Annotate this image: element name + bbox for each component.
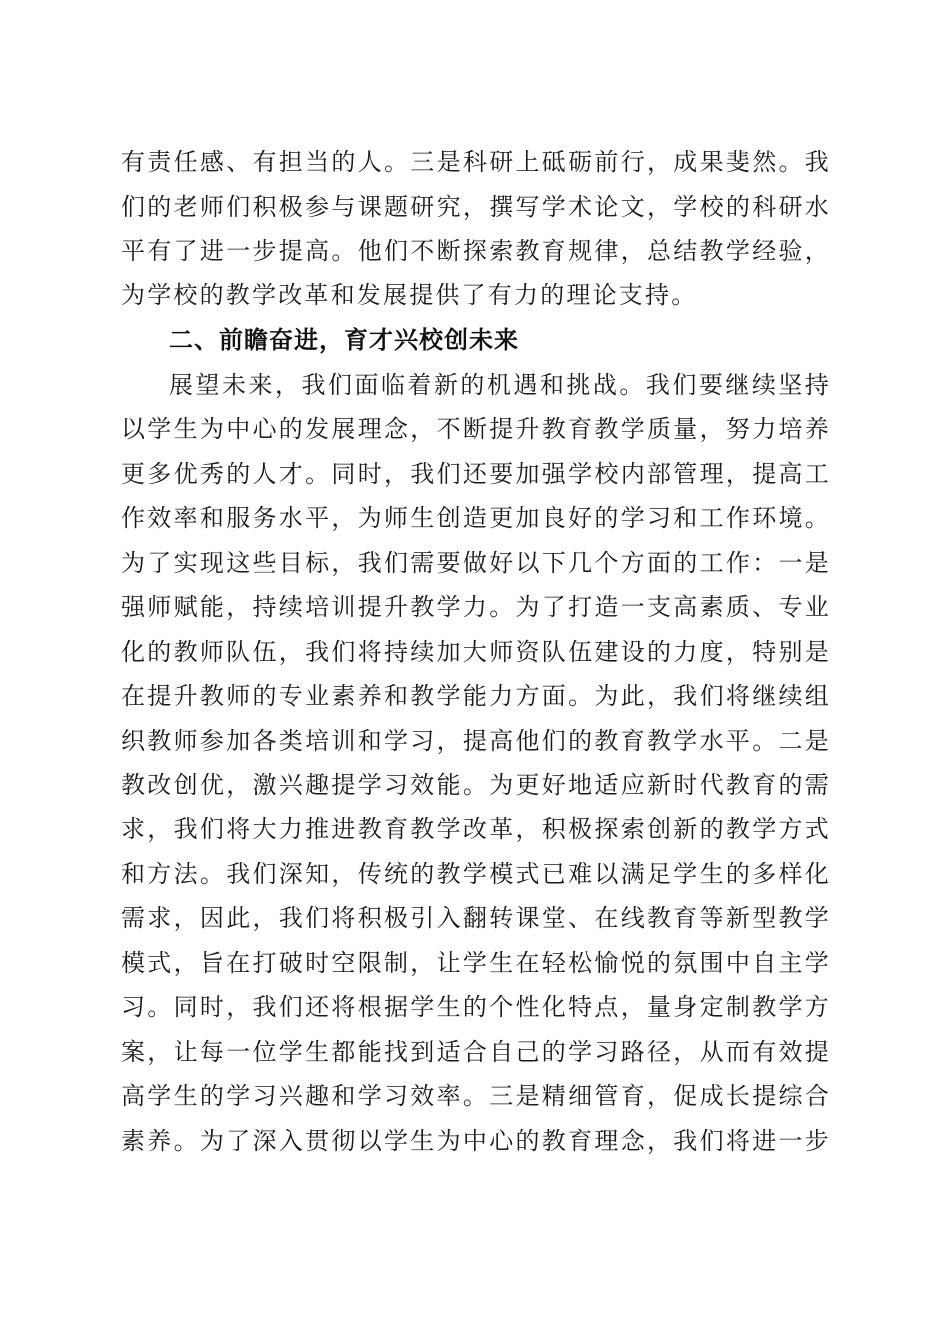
paragraph-1-line-4: 为学校的教学改革和发展提供了有力的理论支持。 (121, 281, 698, 309)
paragraph-2-line-17: 高学生的学习兴趣和学习效率。三是精细管育，促成长提综合 (121, 1082, 831, 1110)
paragraph-2-line-16: 案，让每一位学生都能找到适合自己的学习路径，从而有效提 (121, 1038, 831, 1066)
paragraph-2-line-8: 在提升教师的专业素养和教学能力方面。为此，我们将继续组 (121, 682, 831, 710)
paragraph-2-line-11: 求，我们将大力推进教育教学改革，积极探索创新的教学方式 (121, 815, 831, 843)
paragraph-2-line-3: 更多优秀的人才。同时，我们还要加强学校内部管理，提高工 (121, 460, 831, 488)
paragraph-2-line-10: 教改创优，激兴趣提学习效能。为更好地适应新时代教育的需 (121, 771, 831, 799)
paragraph-2-line-2: 以学生为中心的发展理念，不断提升教育教学质量，努力培养 (121, 415, 831, 443)
paragraph-2-line-1: 展望未来，我们面临着新的机遇和挑战。我们要继续坚持 (169, 371, 831, 399)
paragraph-2-line-7: 化的教师队伍，我们将持续加大师资队伍建设的力度，特别是 (121, 638, 831, 666)
paragraph-1-line-1: 有责任感、有担当的人。三是科研上砥砺前行，成果斐然。我 (121, 148, 831, 176)
paragraph-2-line-5: 为了实现这些目标，我们需要做好以下几个方面的工作：一是 (121, 549, 831, 577)
paragraph-2-line-4: 作效率和服务水平，为师生创造更加良好的学习和工作环境。 (121, 504, 831, 532)
paragraph-2-line-12: 和方法。我们深知，传统的教学模式已难以满足学生的多样化 (121, 860, 831, 888)
section-heading: 二、前瞻奋进，育才兴校创未来 (169, 326, 519, 354)
paragraph-2-line-15: 习。同时，我们还将根据学生的个性化特点，量身定制教学方 (121, 993, 831, 1021)
paragraph-1-line-3: 平有了进一步提高。他们不断探索教育规律，总结教学经验， (121, 237, 831, 265)
paragraph-2-line-13: 需求，因此，我们将积极引入翻转课堂、在线教育等新型教学 (121, 904, 831, 932)
paragraph-2-line-14: 模式，旨在打破时空限制，让学生在轻松愉悦的氛围中自主学 (121, 949, 831, 977)
paragraph-2-line-9: 织教师参加各类培训和学习，提高他们的教育教学水平。二是 (121, 727, 831, 755)
paragraph-2-line-18: 素养。为了深入贯彻以学生为中心的教育理念，我们将进一步 (121, 1127, 831, 1155)
paragraph-1-line-2: 们的老师们积极参与课题研究，撰写学术论文，学校的科研水 (121, 193, 831, 221)
paragraph-2-line-6: 强师赋能，持续培训提升教学力。为了打造一支高素质、专业 (121, 593, 831, 621)
